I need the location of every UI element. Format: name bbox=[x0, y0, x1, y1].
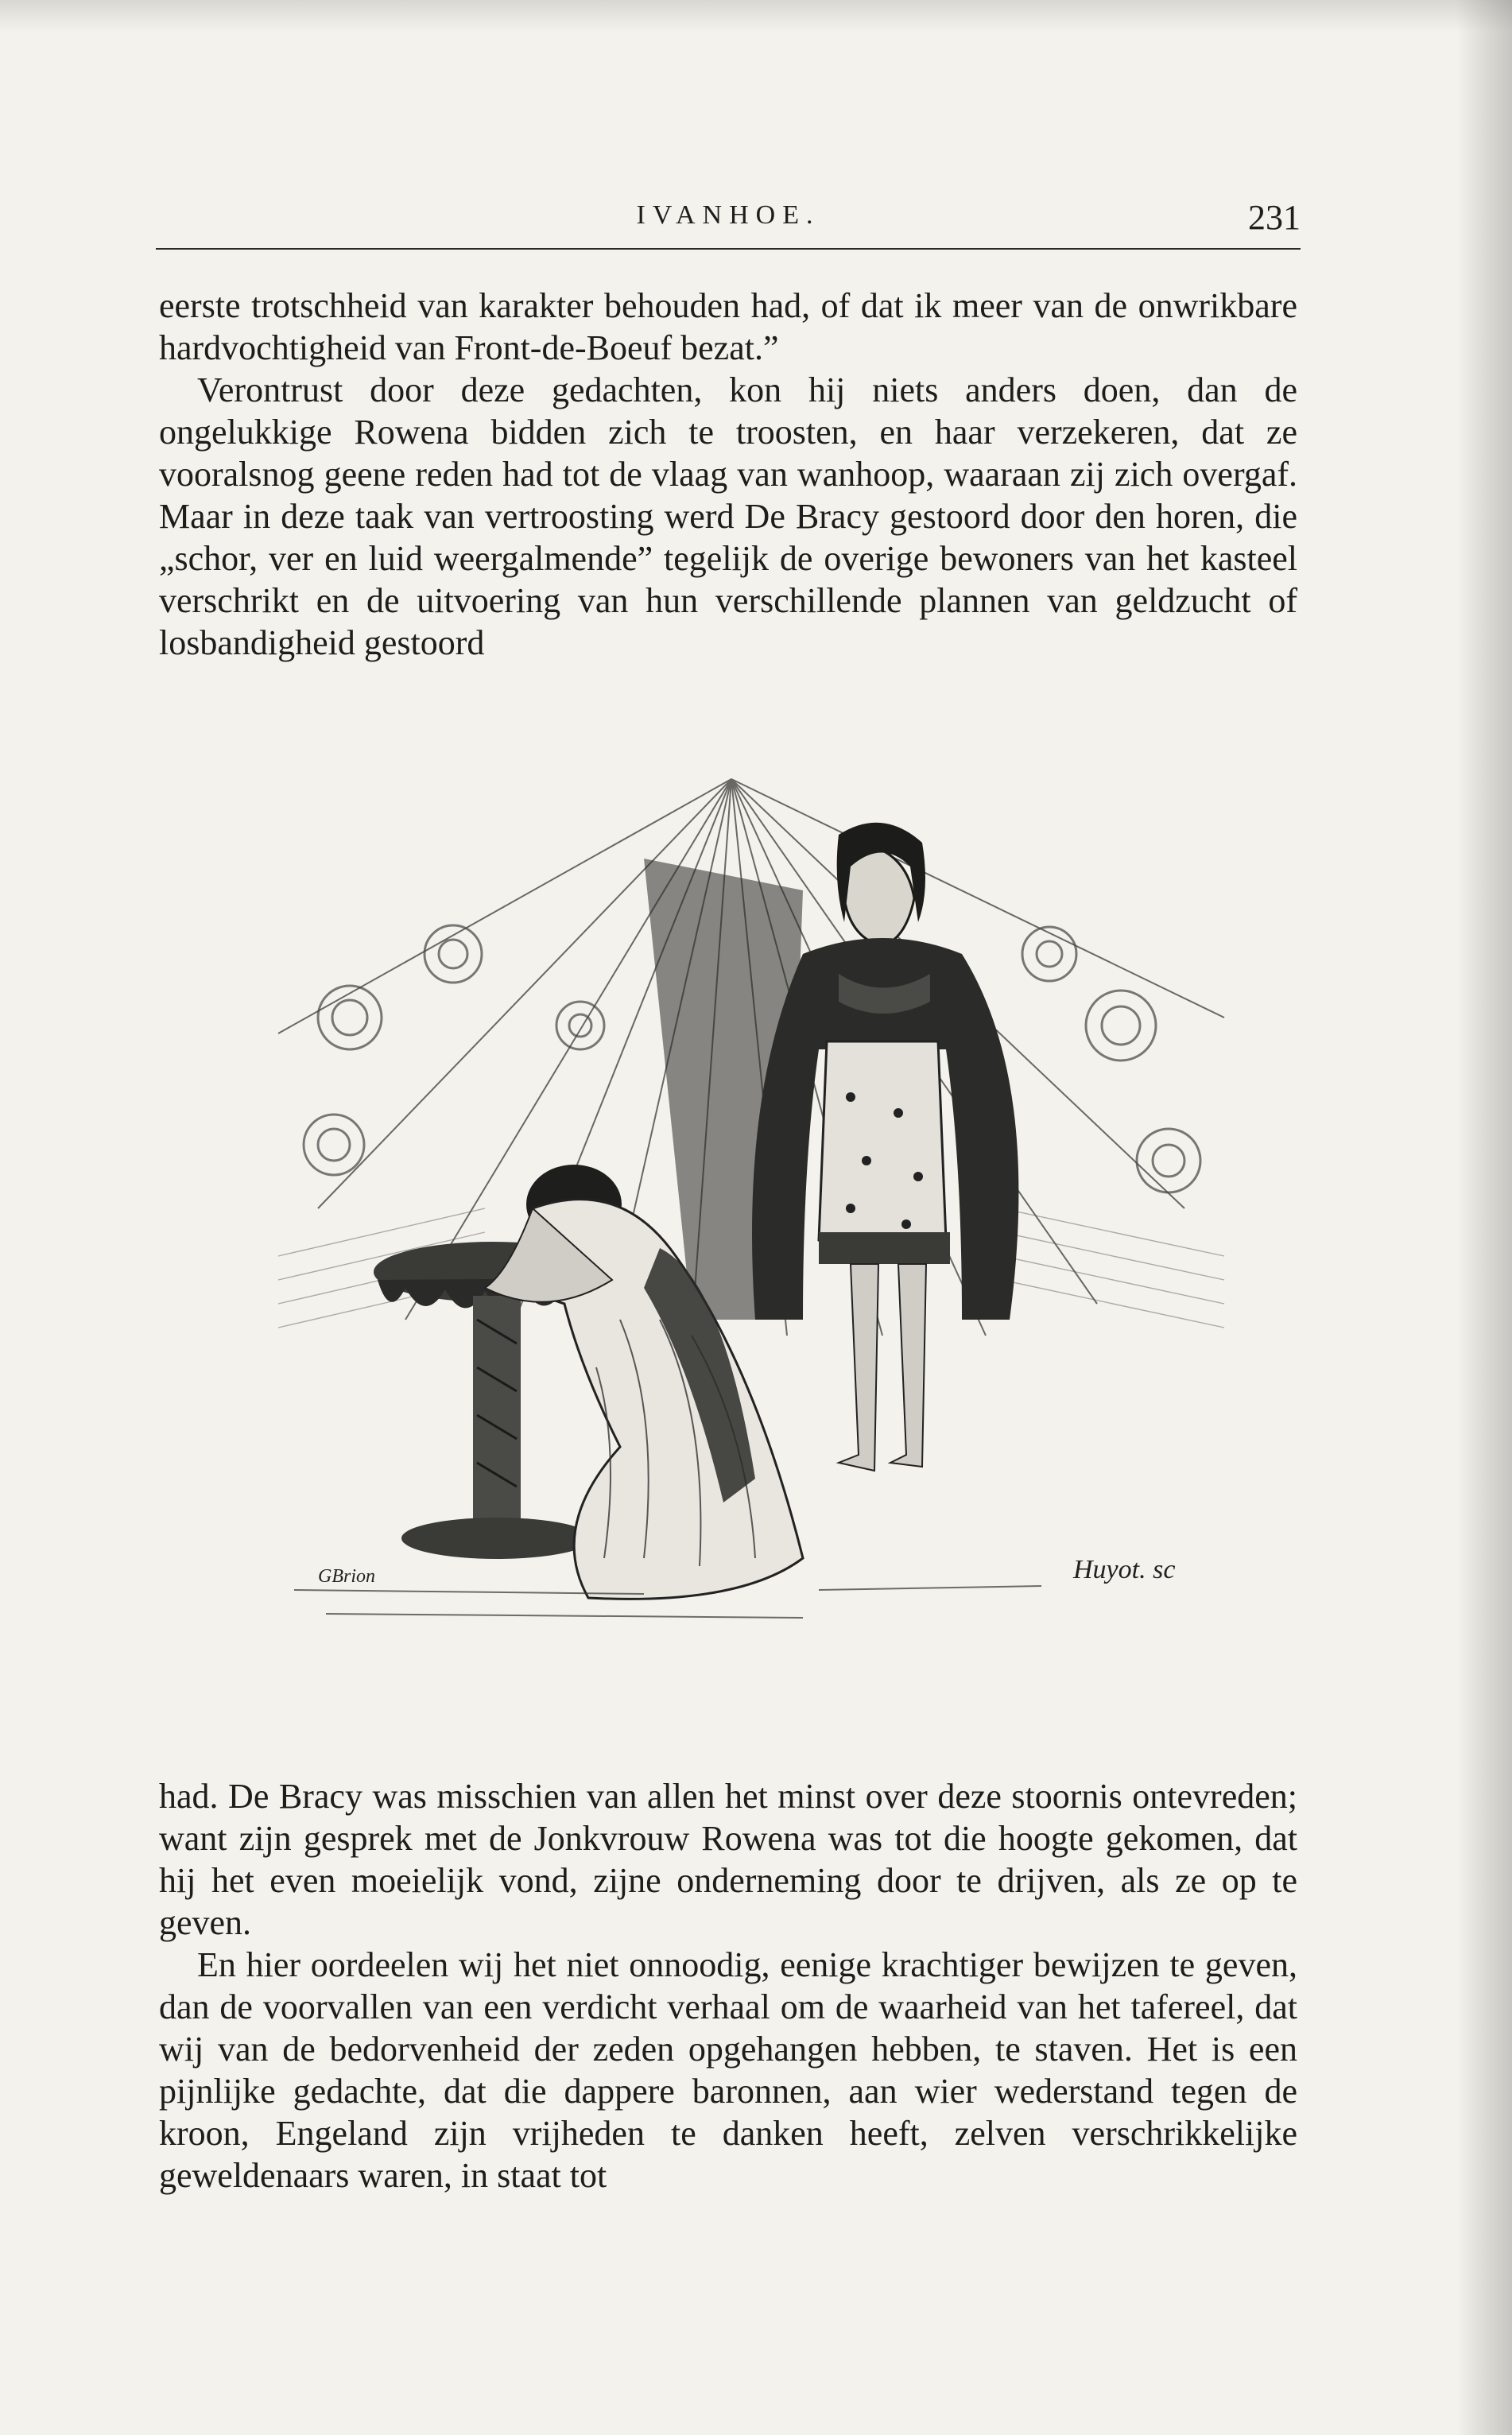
paragraph: eerste trotschheid van karakter behouden had, of dat ik meer van de onwrikbare hardvochtigheid van Front-de-Boeuf bezat.” bbox=[159, 286, 1297, 367]
paragraph: had. De Bracy was misschien van allen het minst over deze stoornis ontevreden; want zijn gesprek met de Jonkvrouw Rowena was tot die hoogte gekomen, dat hij het even moeielijk vond, zijne onderneming door te drijven, als ze op te geven. bbox=[159, 1777, 1297, 1942]
engraving-svg bbox=[246, 763, 1240, 1677]
text-block-top bbox=[159, 285, 1297, 664]
engraver-signature: Huyot. sc bbox=[1073, 1555, 1176, 1584]
page-edge-shadow-top bbox=[0, 0, 1512, 32]
page-edge-shadow-right bbox=[1456, 0, 1512, 2435]
artist-signature: GBrion bbox=[318, 1566, 375, 1587]
text-block-bottom bbox=[159, 1775, 1297, 2197]
header-rule bbox=[156, 248, 1301, 250]
running-header bbox=[156, 200, 1301, 248]
page-number: 231 bbox=[1248, 198, 1301, 237]
paragraph: En hier oordeelen wij het niet onnoodig, eenige krachtiger bewijzen te geven, dan de voorvallen van een verdicht verhaal om de waarheid van het tafereel, dat wij van de bedorvenheid der zeden opgehangen hebben, te staven. Het is een pijnlijke gedachte, dat die dappere baronnen, aan wier wederstand tegen de kroon, Engeland zijn vrijheden te danken heeft, zelven verschrikkelijke geweldenaars waren, in staat tot bbox=[159, 1945, 1297, 2195]
engraving-illustration bbox=[246, 763, 1240, 1677]
paragraph: Verontrust door deze gedachten, kon hij niets anders doen, dan de ongelukkige Rowena bidden zich te troosten, en haar verzekeren, dat ze vooralsnog geene reden had tot de vlaag van wanhoop, waaraan zij zich overgaf. Maar in deze taak van vertroosting werd De Bracy gestoord door den horen, die „schor, ver en luid weergalmende” tegelijk de overige bewoners van het kasteel verschrikt en de uitvoering van hun verschillende plannen van geldzucht of losbandigheid gestoord bbox=[159, 370, 1297, 662]
running-title: IVANHOE. bbox=[636, 200, 820, 230]
